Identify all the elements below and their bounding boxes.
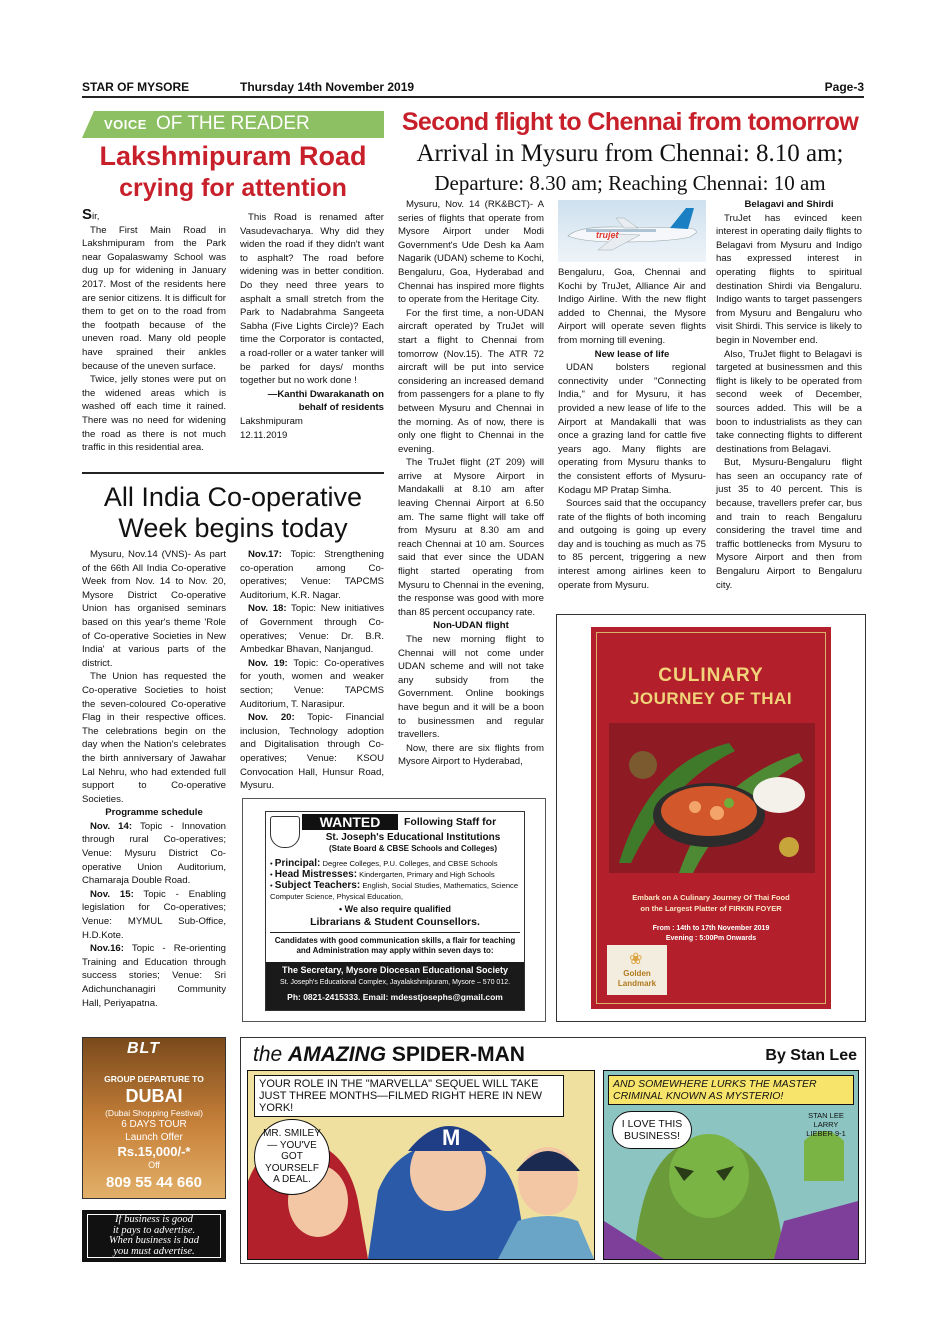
flight-para: The new morning flight to Chennai will not come under UDAN scheme and will not take any subsidy from the Government. Online bookings have begun and it will be a boon to businessmen and regular travellers. — [398, 634, 544, 741]
plane-livery: trujet — [596, 230, 619, 240]
comic-signature: STAN LEE LARRY LIEBER 9-1 — [806, 1111, 846, 1138]
aircraft-image — [558, 200, 706, 262]
banner-voice: VOICE — [104, 117, 147, 132]
flight-col-3 — [716, 198, 862, 592]
wanted-item: • Head Mistresses: Kindergarten, Primary and High Schools — [270, 869, 495, 880]
coop-headline-2: Week begins today — [118, 513, 348, 543]
flight-col-1 — [398, 198, 544, 769]
drop-cap: S — [82, 206, 93, 223]
flight-headline: Second flight to Chennai from tomorrow — [401, 108, 859, 136]
logo-line-1: Golden — [623, 969, 651, 978]
comic-byline: By Stan Lee — [765, 1047, 857, 1064]
blt-phone: 809 55 44 660 — [106, 1174, 202, 1191]
blt-line-2: DUBAI — [125, 1086, 183, 1106]
culinary-dates: From : 14th to 17th November 2019 — [652, 925, 770, 932]
voice-banner — [82, 111, 384, 138]
wanted-ad[interactable] — [242, 798, 546, 1022]
flight-para: Now, there are six flights from Mysore Airport to Hyderabad, — [398, 742, 544, 768]
coop-para: Mysuru, Nov.14 (VNS)- As part of the 66th All India Co-operative Week from Nov. 14 to Nov. 20, Mysore District Co-operative Union has organised seminars based on this year's theme 'Role of Co-operative Societies in New India' at various parts of the district. — [82, 549, 226, 669]
golden-landmark-logo — [607, 945, 667, 995]
wanted-contact-box — [266, 962, 524, 1010]
flight-sub-2: Departure: 8.30 am; Reaching Chennai: 10 am — [434, 171, 826, 195]
schedule-item: Nov. 19: Topic: Co-operatives for youth, women and weaker section; Venue: TAPCMS Auditorium, T. Narasipur. — [240, 657, 385, 710]
flight-para: But, Mysuru-Bengaluru flight has seen an occupancy rate of just 35 to 40 percent. This is because, travellers prefer car, bus and train to reach Bengaluru considering the travel time and traffic bottlenecks from Mysuru to Mysore Airport and then from Bengaluru Airport to Bengaluru city. — [716, 457, 862, 591]
flight-para: UDAN bolsters regional connectivity under "Connecting India," and for Mysuru, it has provided a new lease of life to the Airport at Mandakalli that was once a grazing land for cattle five years ago. Many flights are operating from Mysuru thanks to the consistent efforts of Mysuru-Kodagu MP Pratap Simha. — [558, 362, 706, 496]
schedule-item: Nov.17: Topic: Strengthening co-operation among Co-operatives; Venue: TAPCMS Auditorium, K.R. Nagar. — [240, 549, 384, 601]
blt-line-6: Rs.15,000/-* — [117, 1144, 191, 1159]
masthead-rule — [82, 96, 864, 98]
voice-headline-1: Lakshmipuram Road — [99, 141, 367, 171]
voice-date: 12.11.2019 — [240, 429, 288, 441]
schedule-item: Nov. 20: Topic- Financial inclusion, Technology adoption and Digitalisation through Co-operatives; Venue: KSOU Convocation Hall, Hunsur Road, Mysuru. — [240, 712, 384, 792]
title-amazing: AMAZING — [288, 1043, 387, 1066]
voice-col-2 — [240, 211, 384, 442]
blt-line-7: Off — [148, 1160, 160, 1170]
voice-place: Lakshmipuram — [240, 415, 303, 427]
voice-col-1 — [82, 208, 226, 455]
schedule-item: Nov.16: Topic - Re-orienting Training and Education through success stories; Venue: Sri Adichunchanagiri Community Hall, Periyapatna. — [82, 943, 226, 1009]
voice-bottom-rule — [82, 472, 384, 474]
flight-para: Sources said that the occupancy rate of the flights of both incoming and outgoing is going up every day and is touching as much as 75 to 85 percent, triggering a new interest among airlines keen to operate from Mysuru. — [558, 498, 706, 591]
flight-para: Mysuru, Nov. 14 (RK&BCT)- A series of flights that operate from Mysore Airport under Modi Government's Ude Desh ka Aam Nagarik (UDAN) scheme to Kochi, Bengaluru, Goa, Hyderabad and Chennai has inspired more flights to operate from the Heritage City. — [398, 199, 544, 306]
flight-para: Bengaluru, Goa, Chennai and Kochi by TruJet, Alliance Air and Indigo Airline. With the new flight added to Chennai, the Mysore Airport will operate seven flights from morning till evening. — [558, 267, 706, 346]
masthead — [82, 80, 864, 102]
comic-strip — [240, 1037, 866, 1264]
coop-para: The Union has requested the Co-operative Societies to hoist the seven-coloured Co-operative Flag in their respective offices. The celebrations begin on the day when the Nation's celebrates the birth anniversary of Jawahar Lal Nehru, who had extended full support to Co-operative Societies. — [82, 671, 226, 805]
wanted-item: • Principal: Degree Colleges, P.U. Colleges, and CBSE Schools — [270, 858, 498, 869]
panel-1-caption: YOUR ROLE IN THE "MARVELLA" SEQUEL WILL TAKE JUST THREE MONTHS—FILMED RIGHT HERE IN NEW YORK! — [254, 1075, 564, 1117]
wanted-note: Candidates with good communication skills, a flair for teaching and Administration may apply within seven days to: — [274, 936, 516, 955]
wanted-contact-3: Ph: 0821-2415333. Email: mdesstjosephs@gmail.com — [287, 992, 503, 1002]
school-crest-icon — [270, 816, 300, 848]
culinary-tagline-2: on the Largest Platter of FIRKIN FOYER — [640, 904, 782, 913]
flight-sub-1: Arrival in Mysuru from Chennai: 8.10 am; — [416, 140, 844, 167]
advertise-inner — [87, 1214, 221, 1258]
wanted-contact-2: St. Joseph's Educational Complex, Jayalakshmipuram, Mysore – 570 012. — [279, 979, 511, 986]
thai-food-image — [609, 723, 815, 873]
wanted-org: St. Joseph's Educational Institutions — [325, 832, 501, 843]
voice-para: Twice, jelly stones were put on the widened areas which is washed off each time it rained. There was no need for widening the road as there is not much traffic in this residential area. — [82, 374, 226, 454]
voice-para: This Road is renamed after Vasudevacharya. Why did they widen the road if they didn't want to asphalt? The road before widening was in better condition. Do they need three years to asphalt a small stretch from the Park to Nadabrahma Sangeeta Sabha (Five Lights Circle)? Each time the Corporator is contacted, a road-roller or a water tanker will be parked for days/ months together but no work done ! — [240, 212, 384, 387]
lotus-icon: ❀ — [629, 951, 643, 968]
wanted-item: • Subject Teachers: English, Social Studies, Mathematics, Science Computer Science, Physical Education, — [270, 880, 519, 901]
culinary-evening: Evening : 5:00Pm Onwards — [665, 935, 757, 942]
advertise-line: If business is good — [115, 1214, 193, 1225]
blt-line-3: (Dubai Shopping Festival) — [105, 1108, 203, 1118]
wanted-title: WANTED — [302, 814, 398, 830]
wanted-org-sub: (State Board & CBSE Schools and Colleges) — [328, 844, 498, 853]
banner-rest: OF THE READER — [156, 113, 310, 134]
flight-para: TruJet has evinced keen interest in operating daily flights to Belagavi from Mysuru and Indigo has expressed interest in operating flights to spiritual destination Shirdi via Bengaluru. Indigo wants to target passengers from Mysuru and Bengaluru who visit Shirdi. This service is likely to begin in November end. — [716, 212, 862, 346]
salutation-rest: ir, — [92, 211, 100, 222]
logo-line-2: Landmark — [617, 979, 657, 988]
blt-line-1: GROUP DEPARTURE TO — [104, 1074, 204, 1084]
wanted-contact-1: The Secretary, Mysore Diocesan Educational Society — [282, 965, 508, 975]
coop-col-1 — [82, 548, 226, 1010]
schedule-item: Nov. 14: Topic - Innovation through rural Co-operatives; Venue: Mysuru District Co-operative Union Auditorium, Chamaraja Double Road. — [82, 820, 226, 887]
advertise-line: it pays to advertise. — [112, 1224, 196, 1236]
blt-ad[interactable] — [82, 1037, 226, 1199]
title-rest: SPIDER-MAN — [391, 1043, 525, 1066]
wanted-following: Following Staff for — [404, 816, 497, 828]
coop-headline-1: All India Co-operative — [103, 482, 363, 512]
blt-line-5: Launch Offer — [125, 1132, 183, 1143]
flight-para: For the first time, a non-UDAN aircraft operated by TruJet will start a flight to Chennai from tomorrow (Nov.15). The ATR 72 aircraft will be put into service considering an increased demand from passengers for a plane to fly between Mysuru and Chennai in the morning. As of now, there is only one flight to Chennai in the evening. — [398, 307, 544, 455]
page-number: Page-3 — [824, 80, 864, 94]
advertise-line: you must advertise. — [113, 1245, 195, 1257]
comic-panel-2 — [603, 1070, 859, 1260]
sub-belagavi: Belagavi and Shirdi — [744, 199, 834, 210]
blt-logo: BLT — [127, 1040, 160, 1057]
flight-col-2 — [558, 266, 706, 592]
flight-para: The TruJet flight (2T 209) will arrive at Mysore Airport in Mandakalli at 8.10 am after leaving Chennai Airport at 6.50 am. The same flight will take off from Mysuru at 8.30 am and reach Chennai at 10 am. Sources said that ever since the UDAN flight started operating from Mysuru to Chennai in the evening, the response was good with more than 85 percent occupancy rate. — [398, 457, 544, 618]
blt-line-4: 6 DAYS TOUR — [121, 1119, 187, 1130]
wanted-divider — [270, 932, 520, 933]
cap-letter: M — [442, 1125, 461, 1150]
title-the: the — [253, 1043, 283, 1066]
culinary-ad[interactable] — [556, 614, 866, 1022]
panel-2-bubble: I LOVE THIS BUSINESS! — [612, 1111, 692, 1149]
advertise-line: When business is bad — [108, 1235, 200, 1246]
schedule-item: Nov. 15: Topic - Enabling legislation for Co-operatives; Venue: MYMUL Sub-Office, H.D.Kote. — [82, 888, 226, 941]
advertise-box — [82, 1210, 226, 1262]
coop-col-2 — [240, 548, 384, 793]
paper-name: STAR OF MYSORE — [82, 80, 190, 94]
salutation — [82, 208, 226, 224]
comic-panel-1 — [247, 1070, 595, 1260]
voice-para: The First Main Road in Lakshmipuram from the Park near Gopalaswamy School was dug up for widening in January 2017. Most of the residents here are senior citizens. It is difficult for them to get on to the road from the footpath because of the uneven road. Many old people have sprained their ankles because of the uneven surface. — [82, 224, 226, 372]
panel-2-caption: AND SOMEWHERE LURKS THE MASTER CRIMINAL KNOWN AS MYSTERIO! — [608, 1075, 854, 1105]
culinary-tagline-1: Embark on A Culinary Journey Of Thai Food — [632, 893, 790, 902]
culinary-title-1: CULINARY — [658, 665, 764, 686]
plane-photo — [558, 200, 706, 262]
sub-non-udan: Non-UDAN flight — [433, 620, 509, 632]
wanted-inner — [265, 811, 525, 1011]
schedule-heading: Programme schedule — [105, 807, 203, 819]
sub-new-lease: New lease of life — [594, 348, 670, 360]
wanted-also-2: Librarians & Student Counsellors. — [310, 916, 480, 928]
comic-title — [253, 1043, 525, 1067]
flight-para: Also, TruJet flight to Belagavi is targeted at businessmen and this flight is likely to be operated from second week of December, sources added. This will be a boon to industrialists as they can take connecting flights to different destinations from Belagavi. — [716, 348, 862, 455]
culinary-title-2: JOURNEY OF THAI — [629, 689, 793, 708]
voice-headline-2: crying for attention — [119, 174, 347, 202]
voice-signature: —Kanthi Dwarakanath on behalf of residents — [267, 388, 384, 414]
issue-date: Thursday 14th November 2019 — [240, 80, 415, 94]
culinary-inner — [591, 627, 831, 1009]
panel-1-bubble: MR. SMILEY— YOU'VE GOT YOURSELF A DEAL. — [254, 1119, 330, 1195]
banner-tab — [82, 111, 94, 138]
wanted-list — [270, 858, 522, 902]
schedule-item: Nov. 18: Topic: New initiatives of Government through Co-operatives; Venue: Dr. B.R. Ambedkar Bhavan, Nanjangud. — [240, 603, 384, 656]
wanted-also: • We also require qualified — [338, 904, 452, 914]
